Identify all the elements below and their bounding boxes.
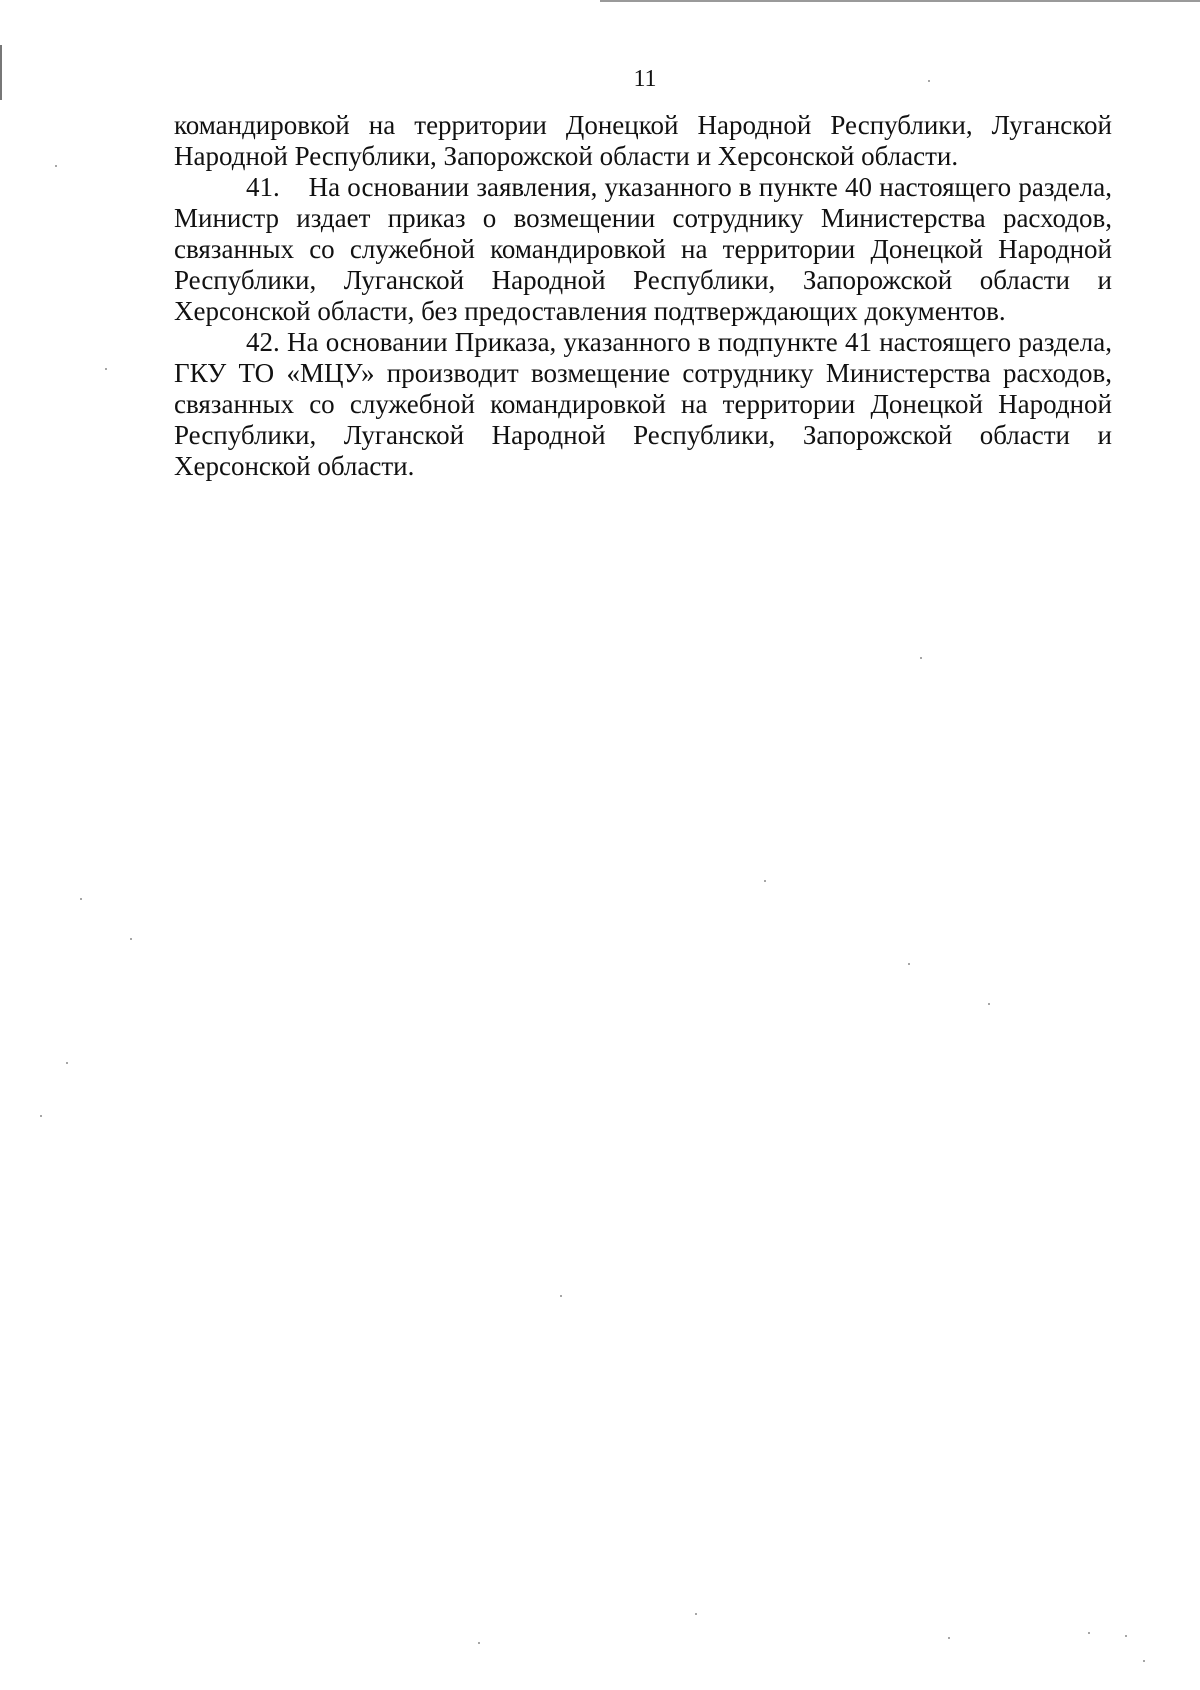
- document-body: [174, 110, 1119, 482]
- scan-speck: [695, 1613, 697, 1615]
- scan-top-edge: [600, 0, 1200, 2]
- scan-speck: [920, 657, 922, 659]
- scan-speck: [908, 963, 910, 965]
- scan-speck: [40, 1115, 42, 1117]
- scan-speck: [988, 1003, 990, 1005]
- scan-speck: [80, 898, 82, 900]
- scan-speck: [948, 1637, 950, 1639]
- page-number: 11: [633, 66, 657, 92]
- scan-speck: [55, 165, 57, 167]
- scan-speck: [66, 1062, 68, 1064]
- scan-speck: [105, 368, 107, 370]
- scan-speck: [1088, 1632, 1090, 1634]
- paragraph-continuation: командировкой на территории Донецкой Народной Республики, Луганской Народной Республики, Запорожской области и Херсонской области.: [174, 110, 1112, 171]
- paragraph-42: 42. На основании Приказа, указанного в подпункте 41 настоящего раздела, ГКУ ТО «МЦУ» производит возмещение сотруднику Министерства расходов, связанных со служебной командировкой на территории Донецкой Народной Республики, Луганской Народной Республики, Запорожской области и Херсонской области.: [174, 327, 1112, 481]
- scan-speck: [560, 1295, 562, 1297]
- scan-speck: [1125, 1635, 1127, 1637]
- scan-speck: [130, 938, 132, 940]
- scan-speck: [1143, 1660, 1145, 1662]
- paragraph-41: 41. На основании заявления, указанного в пункте 40 настоящего раздела, Министр издает приказ о возмещении сотруднику Министерства расходов, связанных со служебной командировкой на территории Донецкой Народной Республики, Луганской Народной Республики, Запорожской области и Херсонской области, без предоставления подтверждающих документов.: [174, 172, 1119, 326]
- scan-speck: [928, 80, 930, 82]
- scan-speck: [478, 1642, 480, 1644]
- scan-speck: [764, 880, 766, 882]
